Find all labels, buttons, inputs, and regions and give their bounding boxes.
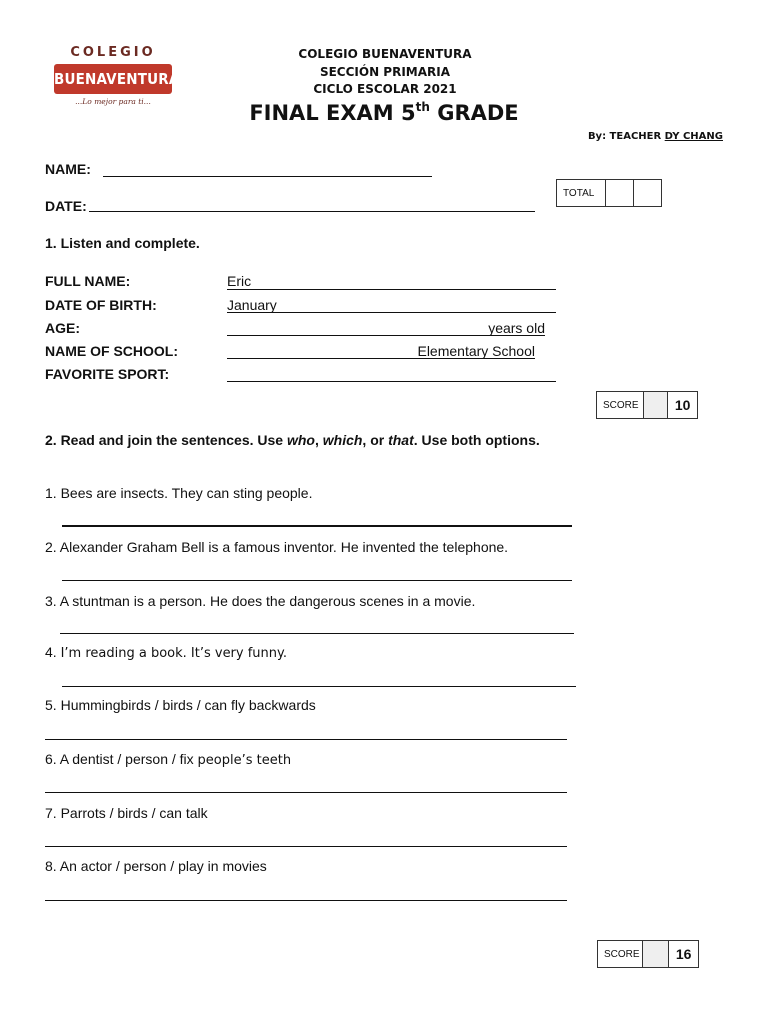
section2-heading [45,432,540,448]
question-number: 4. [45,644,61,660]
score-box-section2 [597,940,699,968]
logo-band-text: BUENAVENTURA [54,64,172,94]
score-input-cell[interactable] [644,392,668,418]
total-score-box [556,179,662,207]
section1-heading: 1. Listen and complete. [45,235,200,251]
logo-tagline: ...Lo mejor para ti... [75,97,151,106]
teacher-byline [560,131,723,142]
question-number: 5. [45,697,61,713]
question-text: Bees are insects. They can sting people. [60,485,313,501]
byline-prefix: By: TEACHER [587,131,665,142]
field-line-sport[interactable] [227,381,556,382]
question-text: Parrots / birds / can talk [60,805,208,821]
question-2 [45,539,508,555]
question-3 [45,593,475,609]
answer-line-1[interactable] [62,525,572,527]
school-logo [52,45,180,111]
answer-line-2[interactable] [62,580,572,581]
question-text: A dentist / person / fix [59,751,198,767]
school-section: SECCIÓN PRIMARIA [319,65,451,79]
exam-title-end: GRADE [429,101,519,125]
answer-line-7[interactable] [45,846,567,847]
date-field[interactable] [89,211,535,212]
answer-line-4[interactable] [62,686,576,687]
question-5 [45,697,316,713]
question-8 [45,858,267,874]
question-number: 7. [45,805,61,821]
total-cell-2[interactable] [634,180,661,206]
question-text-alt: people’s teeth [197,753,292,768]
exam-title-main: FINAL EXAM 5 [249,101,416,125]
total-cell-1[interactable] [606,180,634,206]
question-text: Hummingbirds / birds / can fly backwards [60,697,316,713]
field-value-school: Elementary School [417,343,535,359]
field-line-full-name[interactable] [227,289,556,290]
field-value-full-name: Eric [227,273,252,289]
field-line-school[interactable] [227,358,535,359]
keyword-that: that [388,432,414,448]
name-label: NAME: [45,161,91,177]
field-label-full-name: FULL NAME: [45,273,131,289]
question-6 [45,751,291,768]
field-label-age: AGE: [45,320,80,336]
score-label: SCORE [597,392,644,418]
exam-title [200,100,568,125]
field-line-date-of-birth[interactable] [227,312,556,313]
question-7 [45,805,208,821]
field-label-date-of-birth: DATE OF BIRTH: [45,297,157,313]
question-number: 6. [45,751,60,767]
question-text: Alexander Graham Bell is a famous inventor. He invented the telephone. [59,539,509,555]
school-cycle: CICLO ESCOLAR 2021 [313,82,457,96]
section2-heading-suffix: . Use both options. [413,432,540,448]
date-label: DATE: [45,198,87,214]
field-value-age: years old [488,320,545,336]
question-number: 1. [45,485,61,501]
section2-heading-sep1: , [314,432,323,448]
question-text: I’m reading a book. It’s very funny. [60,646,287,661]
score-label: SCORE [598,941,643,967]
section2-heading-sep2: , or [362,432,389,448]
score-box-section1 [596,391,698,419]
field-value-date-of-birth: January [227,297,277,313]
question-number: 2. [45,539,60,555]
field-line-age[interactable] [227,335,545,336]
question-1 [45,485,312,501]
question-text: A stuntman is a person. He does the dangerous scenes in a movie. [59,593,476,609]
keyword-which: which [322,432,363,448]
field-label-sport: FAVORITE SPORT: [45,366,170,382]
exam-title-sup: th [415,100,430,114]
logo-top-text: COLEGIO [70,45,156,60]
score-max-value: 10 [674,397,691,413]
answer-line-5[interactable] [45,739,567,740]
question-number: 3. [45,593,60,609]
question-4 [45,644,287,661]
field-label-school: NAME OF SCHOOL: [45,343,178,359]
score-input-cell[interactable] [643,941,669,967]
total-label: TOTAL [557,180,606,206]
teacher-name: DY CHANG [664,131,723,142]
name-field[interactable] [103,176,432,177]
school-name: COLEGIO BUENAVENTURA [298,47,472,61]
question-text: An actor / person / play in movies [59,858,267,874]
answer-line-8[interactable] [45,900,567,901]
answer-line-6[interactable] [45,792,567,793]
answer-line-3[interactable] [60,633,574,634]
question-number: 8. [45,858,60,874]
score-max-value: 16 [675,946,692,962]
keyword-who: who [286,432,315,448]
section2-heading-prefix: 2. Read and join the sentences. Use [45,432,287,448]
